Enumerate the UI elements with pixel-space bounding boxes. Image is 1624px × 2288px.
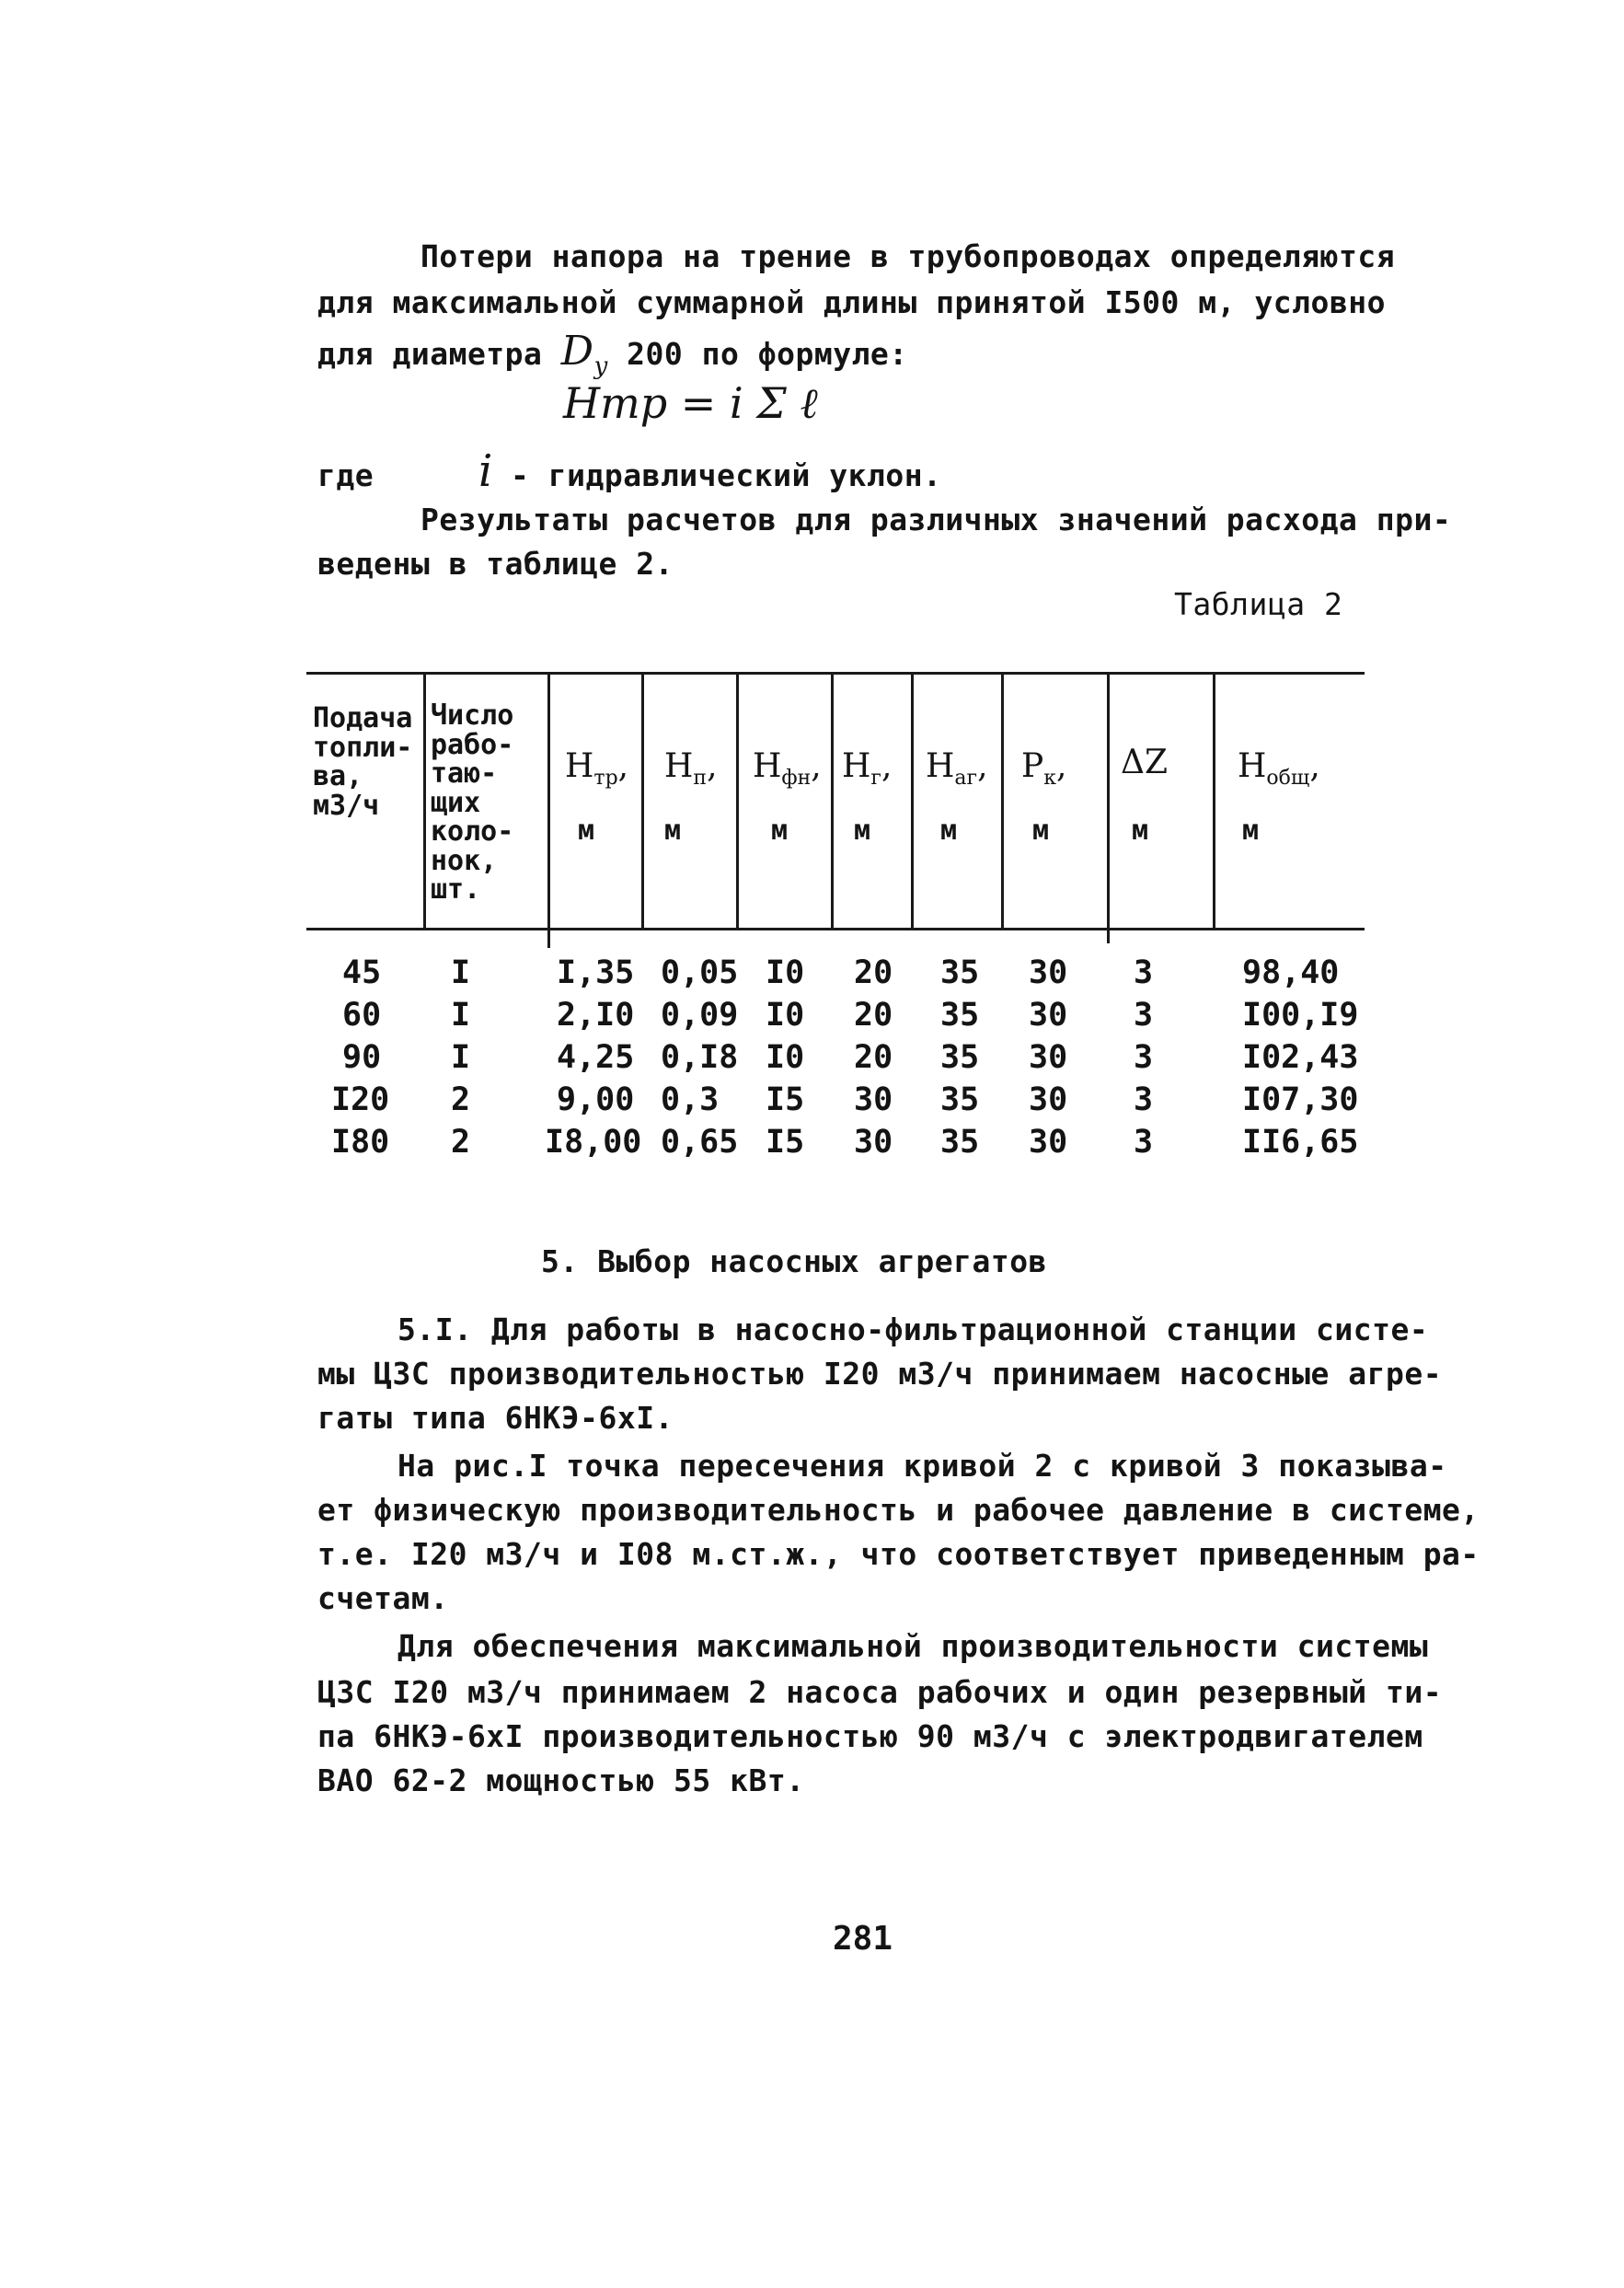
header-hobsh: $H_{общ}$,	[1238, 747, 1320, 791]
table-col-divider	[1107, 672, 1110, 943]
table-col-divider	[911, 672, 914, 930]
table-cell: 20	[854, 954, 893, 991]
table-cell: 2	[451, 1081, 471, 1118]
table-cell: 2,I0	[557, 997, 635, 1034]
page-number: 281	[833, 1920, 893, 1958]
paragraph-5-line-4: ВАО 62-2 мощностью 55 кВт.	[317, 1762, 805, 1798]
table-cell: 35	[940, 1039, 980, 1076]
table-cell: I0	[766, 1039, 805, 1076]
table-col-divider	[1213, 672, 1215, 930]
paragraph-1-line-1: Потери напора на трение в трубопроводах определяются	[420, 238, 1396, 274]
paragraph-2-line-1: Результаты расчетов для различных значений расхода при-	[420, 502, 1452, 537]
paragraph-4-line-3: т.е. I20 м3/ч и I08 м.ст.ж., что соответствует приведенным ра-	[317, 1536, 1480, 1572]
table-cell: 3	[1134, 1039, 1154, 1076]
paragraph-2-line-2: ведены в таблице 2.	[317, 546, 674, 582]
table-cell: 30	[854, 1124, 893, 1161]
where-label: где	[317, 457, 374, 493]
table-col-divider	[736, 672, 739, 930]
table-cell: I5	[766, 1124, 805, 1161]
paragraph-4-line-4: счетам.	[317, 1580, 449, 1616]
header-hp-unit: м	[664, 815, 682, 847]
table-cell: I0	[766, 997, 805, 1034]
diameter-symbol: $D_y$	[560, 328, 608, 380]
table-cell: 30	[1029, 1124, 1068, 1161]
paragraph-3-line-3: гаты типа 6НКЭ-6хI.	[317, 1400, 674, 1436]
table-cell: I8,00	[545, 1124, 642, 1161]
header-hag: $H_{аг}$,	[926, 747, 988, 791]
paragraph-1-line-3	[317, 328, 908, 380]
header-columns: Число рабо- таю- щих коло- нок, шт.	[431, 699, 514, 906]
table-cell: 2	[451, 1124, 471, 1161]
table-col-divider	[547, 672, 550, 948]
paragraph-5-line-1: Для обеспечения максимальной производительности системы	[397, 1628, 1429, 1664]
table-cell: 4,25	[557, 1039, 635, 1076]
table-header-rule	[306, 928, 1365, 930]
table-cell: 30	[1029, 1081, 1068, 1118]
header-dz-unit: м	[1132, 815, 1149, 847]
paragraph-4-line-1: На рис.I точка пересечения кривой 2 с кривой 3 показыва-	[397, 1448, 1447, 1484]
table-cell: 30	[1029, 997, 1068, 1034]
paragraph-3-line-1: 5.I. Для работы в насосно-фильтрационной станции систе-	[397, 1312, 1429, 1347]
table-cell: 9,00	[557, 1081, 635, 1118]
header-hfn: $H_{фн}$,	[753, 747, 822, 791]
where-symbol: i	[478, 445, 493, 497]
table-cell: II6,65	[1242, 1124, 1359, 1161]
table-cell: 20	[854, 997, 893, 1034]
paragraph-4-line-2: ет физическую производительность и рабочее давление в системе,	[317, 1492, 1480, 1528]
table-cell: 0,09	[661, 997, 739, 1034]
table-cell: I5	[766, 1081, 805, 1118]
table-cell: I	[451, 1039, 471, 1076]
table-cell: 20	[854, 1039, 893, 1076]
table-cell: 45	[342, 954, 382, 991]
formula: Hтр = i Σ ℓ	[563, 378, 818, 428]
table-cell: 35	[940, 1081, 980, 1118]
header-htr: $H_{тр}$,	[565, 747, 629, 791]
table-cell: 35	[940, 1124, 980, 1161]
table-cell: 30	[1029, 1039, 1068, 1076]
paragraph-1-line-3-prefix: для диаметра	[317, 336, 543, 372]
table-top-rule	[306, 672, 1365, 675]
table-cell: I00,I9	[1242, 997, 1359, 1034]
paragraph-1-line-2: для максимальной суммарной длины принятой I500 м, условно	[317, 284, 1386, 320]
header-hfn-unit: м	[771, 815, 789, 847]
header-dz: ΔZ	[1121, 744, 1169, 781]
paragraph-1-line-3-suffix: 200 по формуле:	[627, 336, 908, 372]
table-cell: I07,30	[1242, 1081, 1359, 1118]
table-cell: 3	[1134, 997, 1154, 1034]
table-col-divider	[831, 672, 834, 930]
header-htr-unit: м	[578, 815, 595, 847]
table-cell: 3	[1134, 1124, 1154, 1161]
table-cell: 35	[940, 954, 980, 991]
table-cell: I0	[766, 954, 805, 991]
table-cell: I,35	[557, 954, 635, 991]
table-cell: I	[451, 997, 471, 1034]
section-title: 5. Выбор насосных агрегатов	[541, 1243, 1047, 1279]
table-cell: 0,65	[661, 1124, 739, 1161]
header-hg: $H_г$,	[842, 747, 893, 791]
table-cell: 3	[1134, 954, 1154, 991]
header-feed: Подача топли- ва, м3/ч	[313, 702, 413, 822]
table-cell: 0,3	[661, 1081, 720, 1118]
header-hag-unit: м	[940, 815, 958, 847]
table-col-divider	[1001, 672, 1004, 930]
table-cell: 0,05	[661, 954, 739, 991]
header-pk-unit: м	[1032, 815, 1050, 847]
paragraph-5-line-2: ЦЗС I20 м3/ч принимаем 2 насоса рабочих и один резервный ти-	[317, 1674, 1443, 1710]
table-col-divider	[423, 672, 426, 930]
table-cell: 60	[342, 997, 382, 1034]
table-cell: I02,43	[1242, 1039, 1359, 1076]
header-hobsh-unit: м	[1242, 815, 1260, 847]
header-pk: $P_к$,	[1021, 747, 1067, 791]
paragraph-5-line-3: па 6НКЭ-6хI производительностью 90 м3/ч с электродвигателем	[317, 1718, 1423, 1754]
table-caption: Таблица 2	[1174, 586, 1343, 622]
table-cell: 30	[854, 1081, 893, 1118]
paragraph-3-line-2: мы ЦЗС производительностью I20 м3/ч принимаем насосные агре-	[317, 1356, 1443, 1392]
where-text: - гидравлический уклон.	[511, 457, 942, 493]
table-cell: 98,40	[1242, 954, 1340, 991]
table-cell: I	[451, 954, 471, 991]
table-cell: 3	[1134, 1081, 1154, 1118]
header-hg-unit: м	[854, 815, 871, 847]
table-col-divider	[641, 672, 644, 930]
header-hp: $H_п$,	[664, 747, 718, 791]
table-cell: I80	[331, 1124, 390, 1161]
table-cell: 30	[1029, 954, 1068, 991]
table-cell: 90	[342, 1039, 382, 1076]
table-cell: I20	[331, 1081, 390, 1118]
table-cell: 0,I8	[661, 1039, 739, 1076]
table-cell: 35	[940, 997, 980, 1034]
